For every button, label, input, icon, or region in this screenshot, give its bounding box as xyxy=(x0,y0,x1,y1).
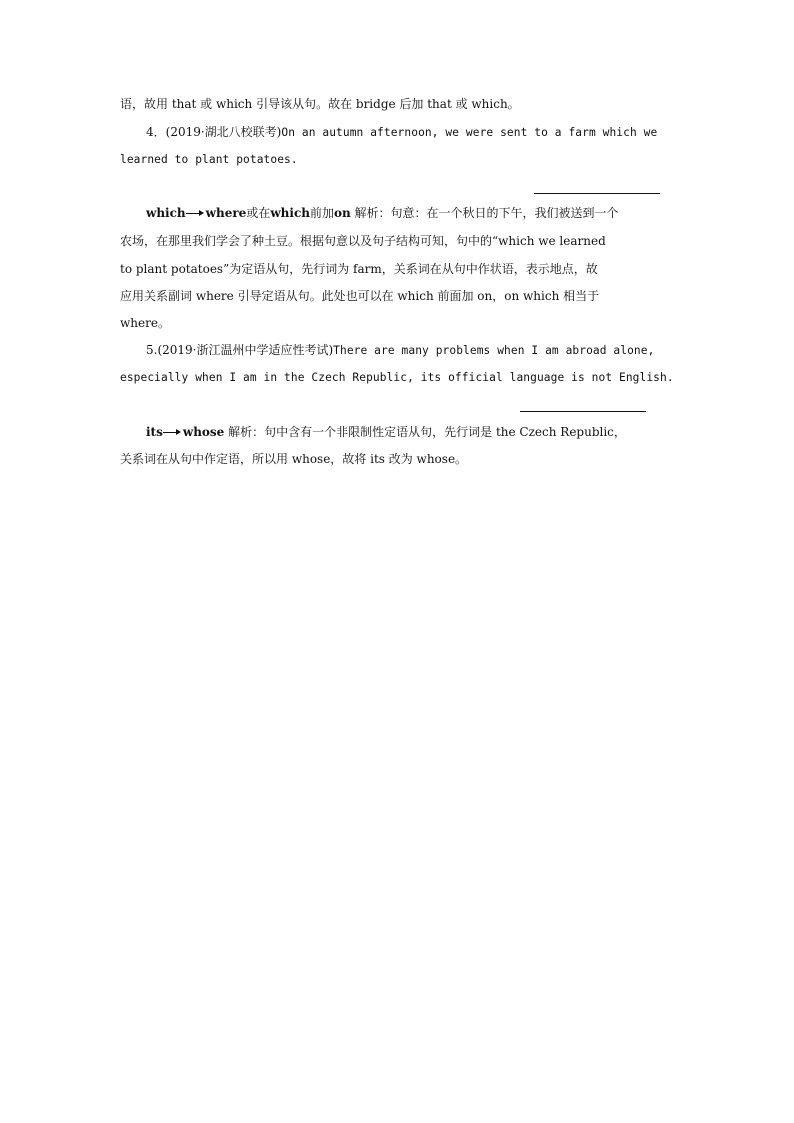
question-4-analysis-1: 解析：句意：在一个秋日的下午，我们被送到一个 xyxy=(350,206,619,220)
question-5-sentence-part1: There are many problems when I am abroad alone, xyxy=(333,344,655,357)
arrow-icon xyxy=(163,428,183,438)
question-4-number: 4． xyxy=(146,125,166,139)
question-5-source: (2019·浙江温州中学适应性考试) xyxy=(157,343,334,357)
question-5-line-2: especially when I am in the Czech Republic, its official language is not English. xyxy=(120,371,674,384)
question-4-answer-end: 前加 xyxy=(309,206,334,220)
question-4-answer-word: which xyxy=(270,206,310,220)
arrow-icon xyxy=(186,209,206,219)
prev-analysis-line: 语，故用 that 或 which 引导该从句。故在 bridge 后加 that 或 which。 xyxy=(120,97,520,111)
question-5-analysis-2: 关系词在从句中作定语，所以用 whose，故将 its 改为 whose。 xyxy=(120,452,468,466)
question-4-answer-mid: 或在 xyxy=(246,206,271,220)
question-4-sentence-part1: On an autumn afternoon, we were sent to a farm which we xyxy=(281,126,658,139)
question-5-answer-blank xyxy=(520,411,646,412)
question-4-analysis-5: where。 xyxy=(120,316,170,330)
question-4-source: (2019·湖北八校联考) xyxy=(165,125,282,139)
question-4-analysis-3: to plant potatoes”为定语从句，先行词为 farm，关系词在从句中作状语，表示地点，故 xyxy=(120,262,598,276)
question-4-answer-to: where xyxy=(205,206,247,220)
question-5-analysis-1: 解析：句中含有一个非限制性定语从句，先行词是 the Czech Republic， xyxy=(224,425,626,439)
question-5-line-1 xyxy=(146,342,654,359)
question-4-analysis-4: 应用关系副词 where 引导定语从句。此处也可以在 which 前面加 on，on which 相当于 xyxy=(120,289,600,303)
question-4-line-1 xyxy=(146,124,657,141)
question-4-answer-on: on xyxy=(334,206,351,220)
question-5-answer-from: its xyxy=(146,425,163,439)
question-5-number: 5. xyxy=(146,343,158,357)
question-5-answer-line xyxy=(146,424,626,440)
question-4-analysis-2: 农场，在那里我们学会了种土豆。根据句意以及句子结构可知，句中的“which we learned xyxy=(120,234,606,248)
question-5-answer-to: whose xyxy=(182,425,225,439)
question-4-answer-blank xyxy=(534,193,660,194)
question-4-line-2: learned to plant potatoes. xyxy=(120,153,298,166)
question-4-answer-from: which xyxy=(146,206,186,220)
question-4-answer-line xyxy=(146,205,619,221)
